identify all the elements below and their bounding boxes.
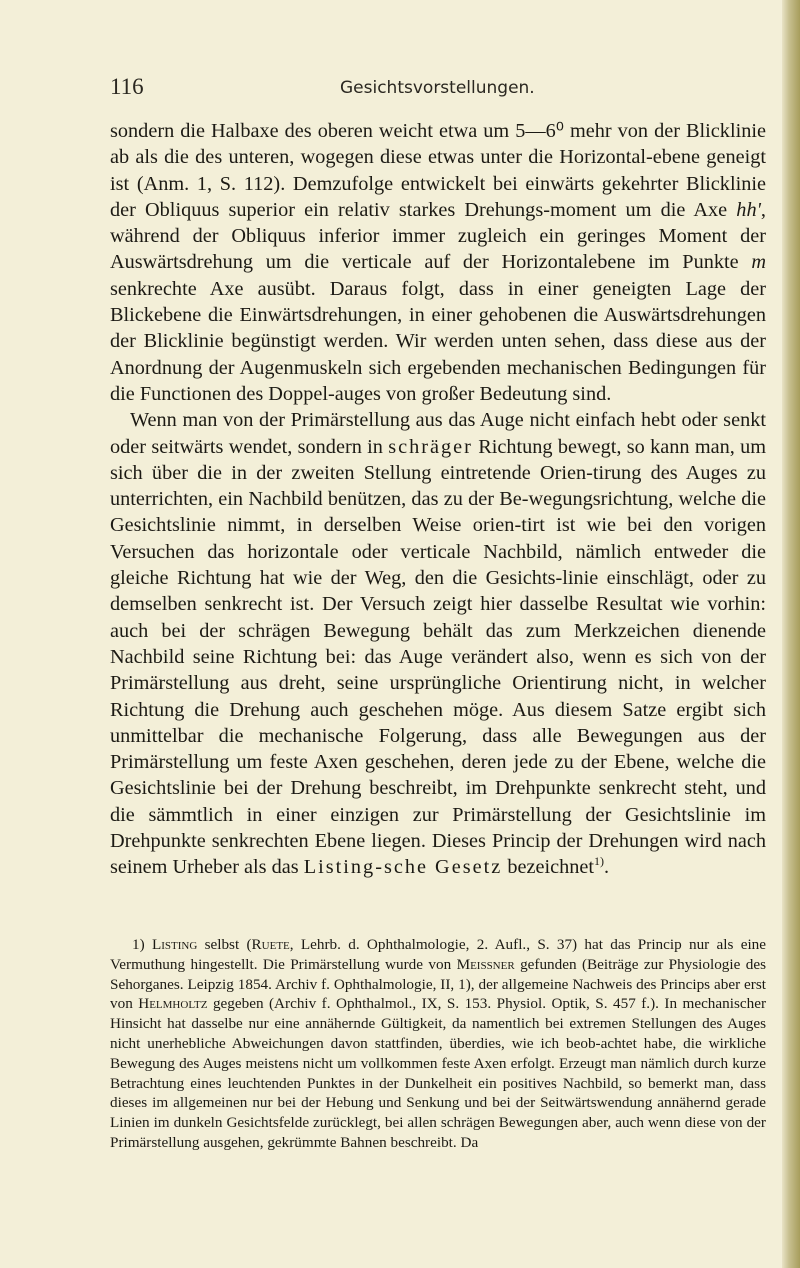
footnote-ref: 1) — [594, 854, 605, 869]
author-name: Meissner — [456, 955, 515, 973]
text-run: bezeichnet — [502, 856, 595, 879]
text-run: Richtung bewegt, so kann man, um sich über die in der zweiten Stellung eintretende Orien-tirung des Auges zu unterrichten, ein Nachbild benützen, das zu der Be-wegungsrichtung, welche die Gesichtslinie nimmt, in derselben Weise orien-tirt ist wie bei den vorigen Versuchen das horizontale oder verticale Nachbild, nämlich entweder die gleiche Richtung hat wie der Weg, den die Gesichts-linie einschlägt, oder zu demselben senkrecht ist. Der Versuch zeigt hier dasselbe Resultat wie vorhin: auch bei der schrägen Bewegung behält das zum Merkzeichen dienende Nachbild seine Richtung bei: das Auge verändert also, wenn es sich von der Primärstellung aus dreht, seine ursprüngliche Orientirung nicht, in welcher Richtung die Drehung auch geschehen möge. Aus diesem Satze ergibt sich unmittelbar die mechanische Folgerung, dass alle Bewegungen aus der Primärstellung um feste Axen geschehen, deren jede zu der Ebene, welche die Gesichtslinie bei der Drehung beschreibt, im Drehpunkte senkrecht steht, und die sämmtlich in einer einzigen zur Primärstellung der Gesichtslinie im Drehpunkte senkrechten Ebene liegen. Dieses Princip der Drehungen wird nach seinem Urheber als das — [110, 435, 767, 879]
footnote-marker: 1) — [132, 936, 152, 953]
text-run: , Lehrb. d. Ophthalmologie, 2. Aufl., S. 37) hat das Princip nur als eine Vermuthung hingestellt. Die Primärstellung wurde von — [110, 936, 766, 973]
text-run: . — [604, 856, 610, 879]
author-name: Listing — [151, 936, 198, 953]
author-name: Helmholtz — [138, 995, 208, 1013]
paragraph-1 — [110, 118, 766, 407]
text-run: selbst ( — [197, 936, 252, 953]
text-run: Wenn man von der Primärstellung aus das Auge nicht einfach hebt oder senkt oder seitwärts wendet, sondern in — [110, 409, 766, 458]
author-name: Ruete — [251, 936, 290, 953]
footnote-1 — [110, 935, 766, 1153]
text-run: senkrechte Axe ausübt. Daraus folgt, dass in einer geneigten Lage der Blickebene die Einwärtsdrehungen, in einer gehobenen die Auswärtsdrehungen der Blicklinie begünstigt werden. Wir werden unten sehen, dass diese aus der Anordnung der Augenmuskeln sich ergebenden mechanischen Bedingungen für die Functionen des Doppel-auges von großer Bedeutung sind. — [110, 277, 766, 405]
running-head: Gesichtsvorstellungen. — [340, 78, 535, 98]
page-number: 116 — [110, 74, 144, 99]
paragraph-2 — [110, 407, 766, 880]
main-text — [110, 118, 766, 881]
text-run: , während der Obliquus inferior immer zugleich ein geringes Moment der Auswärtsdrehung um die verticale auf der Horizontalebene im Punkte — [110, 198, 766, 274]
emphasis-spaced: schräger — [388, 435, 473, 458]
text-run: gegeben (Archiv f. Ophthalmol., IX, S. 153. Physiol. Optik, S. 457 f.). In mechanischer Hinsicht hat dasselbe nur eine annähernde Gültigkeit, da namentlich bei extremen Stellungen des Auges nicht unerhebliche Abweichungen davon stattfinden, überdies, wie ich beob-achtet habe, die wirkliche Bewegung des Auges meistens nicht um vollkommen feste Axen erfolgt. Erzeugt man nämlich durch kurze Betrachtung eines leuchtenden Punktes in der Dunkelheit ein positives Nachbild, so bemerkt man, dass dieses im allgemeinen nur bei der Hebung und Senkung und bei der Seitwärtswendung annähernd gerade Linien im dunkeln Gesichtsfelde zurücklegt, bei allen schrägen Bewegungen aber, auch wenn diese von der Primärstellung ausgehen, gekrümmte Bahnen beschreibt. Da — [110, 995, 767, 1151]
text-run: sondern die Halbaxe des oberen weicht etwa um 5—6⁰ mehr von der Blicklinie ab als die des unteren, wogegen diese etwas unter die Horizontal-ebene geneigt ist (Anm. 1, S. 112). Demzufolge entwickelt bei einwärts gekehrter Blicklinie der Obliquus superior ein relativ starkes Drehungs-moment um die Axe — [110, 120, 766, 221]
law-name: Listing-sche Gesetz — [303, 856, 503, 879]
page-edge-shadow — [782, 0, 800, 1268]
axis-symbol: hh' — [736, 198, 761, 221]
footnote — [110, 935, 766, 1153]
point-symbol: m — [751, 251, 766, 274]
text-run: gefunden (Beiträge zur Physiologie des Sehorganes. Leipzig 1854. Archiv f. Ophthalmologie, II, 1), der allgemeine Nachweis des Princips aber erst von — [110, 955, 766, 1013]
